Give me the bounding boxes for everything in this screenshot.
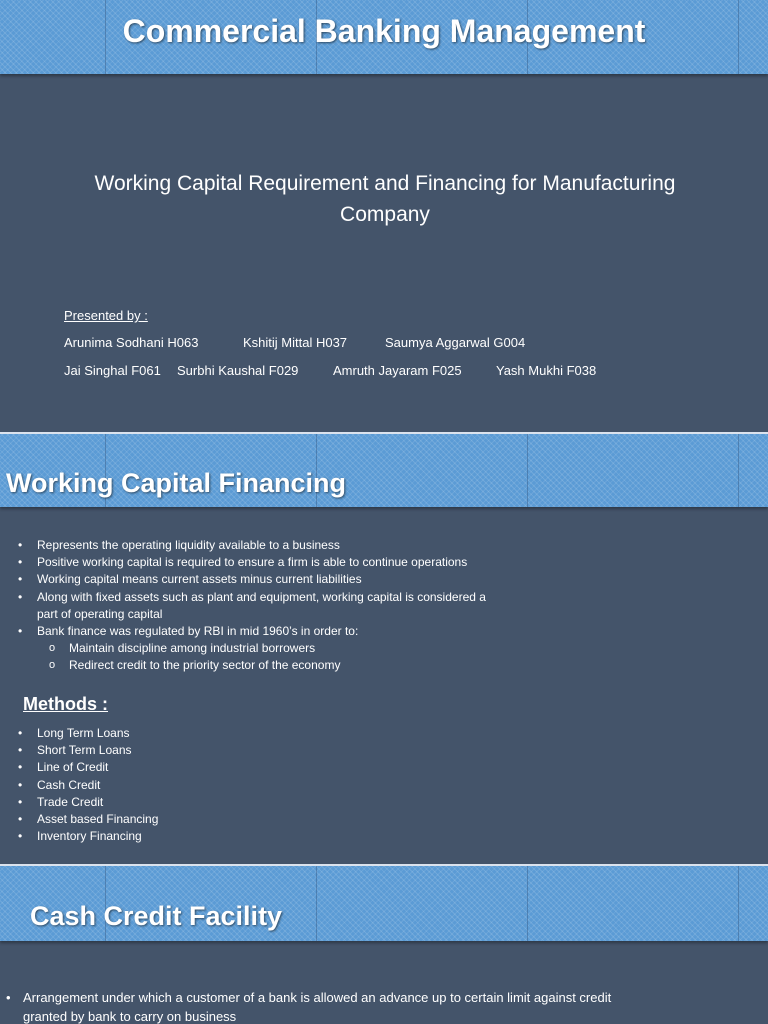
list-item: • Trade Credit [18, 794, 158, 811]
list-item: • Positive working capital is required to ensure a firm is able to continue operations [18, 554, 486, 571]
section-banner [0, 866, 768, 941]
methods-list [18, 725, 158, 845]
list-item: • Cash Credit [18, 777, 158, 794]
title-banner [0, 0, 768, 74]
sub-list-item: o Redirect credit to the priority sector of the economy [18, 657, 486, 674]
list-item-line: part of operating capital [37, 606, 163, 621]
list-item: • Inventory Financing [18, 828, 158, 845]
subtitle-line-2: Company [340, 203, 430, 226]
presenter-name: Surbhi Kaushal F029 [177, 363, 299, 378]
slide-title: Cash Credit Facility [30, 901, 283, 931]
list-item-line: • Along with fixed assets such as plant and equipment, working capital is considered a [37, 589, 486, 604]
working-capital-slide [0, 434, 768, 864]
list-item: • Long Term Loans [18, 725, 158, 742]
section-banner [0, 434, 768, 507]
bullet-list [6, 988, 726, 1024]
presentation-title: Commercial Banking Management [122, 13, 646, 49]
title-slide [0, 0, 768, 432]
sub-list-item: o Maintain discipline among industrial borrowers [18, 640, 486, 657]
presented-by-label: Presented by : [64, 308, 148, 323]
bullet-list [18, 537, 486, 675]
presenter-name: Amruth Jayaram F025 [333, 363, 462, 378]
presenters-row-1 [64, 335, 525, 350]
presenter-name: Arunima Sodhani H063 [64, 335, 199, 350]
list-item: • Bank finance was regulated by RBI in mid 1960’s in order to: [18, 623, 486, 640]
list-item [6, 988, 726, 1024]
presenter-name: Yash Mukhi F038 [496, 363, 597, 378]
subtitle-line-1: Working Capital Requirement and Financing for Manufacturing [94, 172, 676, 195]
list-item: • Asset based Financing [18, 811, 158, 828]
presentation-subtitle [40, 168, 730, 230]
list-item-line: • Arrangement under which a customer of a bank is allowed an advance up to certain limit against credit [23, 990, 612, 1005]
list-item: • Short Term Loans [18, 742, 158, 759]
list-item: • Represents the operating liquidity available to a business [18, 537, 486, 554]
presenter-name: Kshitij Mittal H037 [243, 335, 348, 350]
list-item: • Working capital means current assets minus current liabilities [18, 571, 486, 588]
list-item-line: granted by bank to carry on business [23, 1009, 237, 1024]
presenters-row-2 [64, 363, 596, 378]
presenter-name: Jai Singhal F061 [64, 363, 161, 378]
slide-title: Working Capital Financing [6, 468, 347, 498]
methods-heading: Methods : [23, 694, 108, 714]
list-item: • Line of Credit [18, 759, 158, 776]
cash-credit-slide [0, 866, 768, 1024]
presenter-name: Saumya Aggarwal G004 [385, 335, 526, 350]
list-item [18, 589, 486, 623]
